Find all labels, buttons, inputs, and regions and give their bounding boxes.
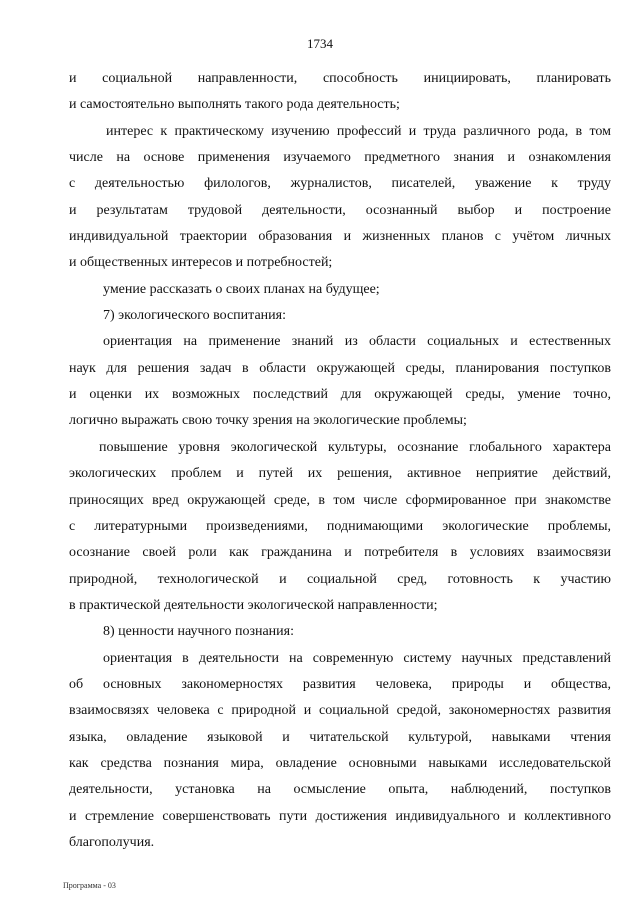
text-line: ориентация на применение знаний из области социальных и естественных [103,334,611,350]
text-line: экологических проблем и путей их решения, активное неприятие действий, [69,466,611,482]
text-line: индивидуальной траектории образования и жизненных планов с учётом личных [69,229,611,245]
text-line: языка, овладение языковой и читательской культурой, навыками чтения [69,729,611,745]
text-line: 7) экологического воспитания: [103,308,286,324]
text-line: повышение уровня экологической культуры, осознание глобального характера [99,439,611,455]
text-line: и оценки их возможных последствий для окружающей среды, умение точно, [69,387,611,403]
text-line: ориентация в деятельности на современную систему научных представлений [103,650,611,666]
text-line: природной, технологической и социальной сред, готовность к участию [69,571,611,587]
text-line: и социальной направленности, способность инициировать, планировать [69,71,611,86]
text-line: об основных закономерностях развития человека, природы и общества, [69,676,611,692]
page-number: 1734 [307,36,333,51]
text-line: умение рассказать о своих планах на будущее; [103,281,380,297]
text-line: и самостоятельно выполнять такого рода деятельность; [69,97,400,113]
text-line: логично выражать свою точку зрения на экологические проблемы; [69,413,467,429]
text-line: наук для решения задач в области окружающей среды, планирования поступков [69,360,611,376]
text-line: и стремление совершенствовать пути достижения индивидуального и коллективного [69,808,611,824]
text-line: взаимосвязях человека с природной и социальной средой, закономерностях развития [69,703,611,719]
footer-label: Программа - 03 [63,881,116,890]
text-line: 8) ценности научного познания: [103,624,294,640]
text-line: числе на основе применения изучаемого предметного знания и ознакомления [69,150,611,166]
text-line: осознание своей роли как гражданина и потребителя в условиях взаимосвязи [69,545,611,561]
text-line: и общественных интересов и потребностей; [69,255,333,271]
text-line: деятельности, установка на осмысление опыта, наблюдений, поступков [69,782,611,798]
text-line: благополучия. [69,834,155,850]
text-line: с литературными произведениями, поднимающими экологические проблемы, [69,518,611,534]
text-line: с деятельностью филологов, журналистов, писателей, уважение к труду [69,176,611,192]
text-line: интерес к практическому изучению профессий и труда различного рода, в том [106,123,611,139]
document-body [69,66,611,856]
text-line: в практической деятельности экологической направленности; [69,597,438,613]
text-line: как средства познания мира, овладение основными навыками исследовательской [69,755,611,771]
text-line: приносящих вред окружающей среде, в том числе сформированное при знакомстве [69,492,611,508]
text-line: и результатам трудовой деятельности, осознанный выбор и построение [69,202,611,218]
